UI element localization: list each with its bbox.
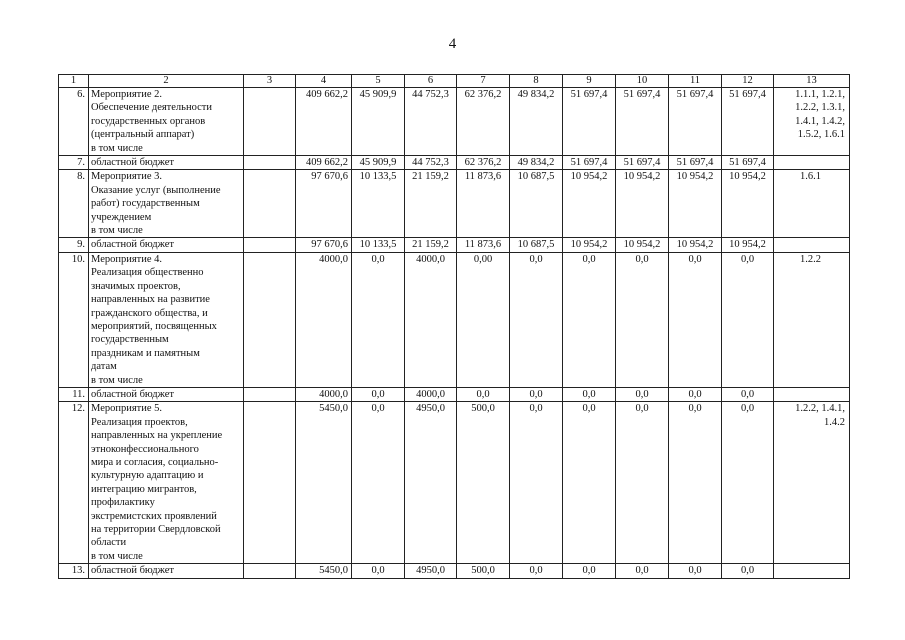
value-cell: 4000,0 — [405, 252, 457, 387]
column-3-cell — [244, 170, 296, 238]
table-row — [59, 170, 850, 238]
value-cell: 0,0 — [616, 387, 669, 401]
header-cell: 4 — [296, 75, 352, 88]
value-cell: 49 834,2 — [510, 88, 563, 156]
target-indicators — [774, 387, 850, 401]
value-cell: 49 834,2 — [510, 156, 563, 170]
value-cell: 5450,0 — [296, 402, 352, 564]
value-cell: 10 954,2 — [669, 170, 722, 238]
value-cell: 500,0 — [457, 402, 510, 564]
value-cell: 10 687,5 — [510, 238, 563, 252]
value-cell: 10 954,2 — [563, 170, 616, 238]
target-indicators — [774, 564, 850, 578]
header-cell: 11 — [669, 75, 722, 88]
row-number: 10. — [59, 252, 89, 387]
column-3-cell — [244, 564, 296, 578]
value-cell: 10 954,2 — [722, 170, 774, 238]
value-cell: 0,0 — [722, 387, 774, 401]
row-number: 9. — [59, 238, 89, 252]
column-3-cell — [244, 88, 296, 156]
value-cell: 51 697,4 — [669, 156, 722, 170]
value-cell: 0,0 — [510, 564, 563, 578]
value-cell: 0,0 — [563, 387, 616, 401]
value-cell: 500,0 — [457, 564, 510, 578]
value-cell: 10 954,2 — [616, 170, 669, 238]
table-row — [59, 387, 850, 401]
value-cell: 0,0 — [510, 402, 563, 564]
value-cell: 5450,0 — [296, 564, 352, 578]
row-number: 7. — [59, 156, 89, 170]
table-row — [59, 238, 850, 252]
value-cell: 97 670,6 — [296, 238, 352, 252]
value-cell: 0,0 — [563, 402, 616, 564]
value-cell: 21 159,2 — [405, 238, 457, 252]
value-cell: 51 697,4 — [616, 88, 669, 156]
column-3-cell — [244, 387, 296, 401]
row-name: Мероприятие 4. Реализация общественно значимых проектов, направленных на развитие гражданского общества, и мероприятий, посвященных государственным праздникам и памятным датам в том числе — [89, 252, 244, 387]
column-3-cell — [244, 156, 296, 170]
value-cell: 4950,0 — [405, 402, 457, 564]
value-cell: 0,0 — [669, 252, 722, 387]
table-row — [59, 156, 850, 170]
value-cell: 45 909,9 — [352, 156, 405, 170]
value-cell: 0,0 — [722, 564, 774, 578]
value-cell: 10 954,2 — [669, 238, 722, 252]
value-cell: 11 873,6 — [457, 170, 510, 238]
value-cell: 51 697,4 — [563, 88, 616, 156]
target-indicators — [774, 156, 850, 170]
budget-table — [58, 74, 850, 579]
header-cell: 1 — [59, 75, 89, 88]
value-cell: 51 697,4 — [722, 88, 774, 156]
value-cell: 0,0 — [352, 252, 405, 387]
value-cell: 10 954,2 — [616, 238, 669, 252]
value-cell: 0,0 — [510, 387, 563, 401]
header-cell: 7 — [457, 75, 510, 88]
row-number: 6. — [59, 88, 89, 156]
table-row — [59, 564, 850, 578]
row-name: Мероприятие 3. Оказание услуг (выполнение работ) государственным учреждением в том числе — [89, 170, 244, 238]
value-cell: 4000,0 — [296, 387, 352, 401]
value-cell: 0,0 — [457, 387, 510, 401]
value-cell: 0,0 — [510, 252, 563, 387]
header-cell: 9 — [563, 75, 616, 88]
value-cell: 45 909,9 — [352, 88, 405, 156]
value-cell: 0,0 — [352, 402, 405, 564]
value-cell: 10 687,5 — [510, 170, 563, 238]
header-cell: 12 — [722, 75, 774, 88]
header-cell: 8 — [510, 75, 563, 88]
value-cell: 0,0 — [352, 564, 405, 578]
row-name: Мероприятие 5. Реализация проектов, направленных на укрепление этноконфессионального мира и согласия, социально- культурную адаптацию и интеграцию мигрантов, профилактику экстремистских проявлений на территории Свердловской области в том числе — [89, 402, 244, 564]
value-cell: 0,0 — [563, 252, 616, 387]
value-cell: 409 662,2 — [296, 88, 352, 156]
row-name: областной бюджет — [89, 387, 244, 401]
row-name: областной бюджет — [89, 238, 244, 252]
row-name: областной бюджет — [89, 564, 244, 578]
value-cell: 44 752,3 — [405, 88, 457, 156]
value-cell: 0,00 — [457, 252, 510, 387]
row-number: 13. — [59, 564, 89, 578]
value-cell: 0,0 — [563, 564, 616, 578]
value-cell: 409 662,2 — [296, 156, 352, 170]
row-number: 11. — [59, 387, 89, 401]
target-indicators: 1.1.1, 1.2.1, 1.2.2, 1.3.1, 1.4.1, 1.4.2, 1.5.2, 1.6.1 — [774, 88, 850, 156]
value-cell: 62 376,2 — [457, 156, 510, 170]
target-indicators: 1.2.2 — [774, 252, 850, 387]
value-cell: 44 752,3 — [405, 156, 457, 170]
column-3-cell — [244, 238, 296, 252]
row-number: 12. — [59, 402, 89, 564]
header-cell: 2 — [89, 75, 244, 88]
value-cell: 0,0 — [669, 387, 722, 401]
value-cell: 4000,0 — [405, 387, 457, 401]
row-name: Мероприятие 2. Обеспечение деятельности государственных органов (центральный аппарат) в том числе — [89, 88, 244, 156]
value-cell: 0,0 — [616, 564, 669, 578]
value-cell: 0,0 — [352, 387, 405, 401]
value-cell: 0,0 — [722, 252, 774, 387]
header-cell: 6 — [405, 75, 457, 88]
header-cell: 10 — [616, 75, 669, 88]
value-cell: 0,0 — [669, 402, 722, 564]
value-cell: 97 670,6 — [296, 170, 352, 238]
value-cell: 62 376,2 — [457, 88, 510, 156]
row-number: 8. — [59, 170, 89, 238]
header-cell: 5 — [352, 75, 405, 88]
table-row — [59, 402, 850, 564]
value-cell: 0,0 — [669, 564, 722, 578]
target-indicators: 1.6.1 — [774, 170, 850, 238]
value-cell: 4000,0 — [296, 252, 352, 387]
value-cell: 51 697,4 — [616, 156, 669, 170]
value-cell: 0,0 — [616, 252, 669, 387]
value-cell: 11 873,6 — [457, 238, 510, 252]
row-name: областной бюджет — [89, 156, 244, 170]
value-cell: 4950,0 — [405, 564, 457, 578]
target-indicators: 1.2.2, 1.4.1, 1.4.2 — [774, 402, 850, 564]
header-cell: 13 — [774, 75, 850, 88]
table-row — [59, 88, 850, 156]
value-cell: 10 954,2 — [722, 238, 774, 252]
value-cell: 10 133,5 — [352, 170, 405, 238]
column-3-cell — [244, 402, 296, 564]
column-3-cell — [244, 252, 296, 387]
value-cell: 51 697,4 — [669, 88, 722, 156]
value-cell: 21 159,2 — [405, 170, 457, 238]
table-row — [59, 252, 850, 387]
value-cell: 10 954,2 — [563, 238, 616, 252]
value-cell: 10 133,5 — [352, 238, 405, 252]
value-cell: 51 697,4 — [722, 156, 774, 170]
page-number: 4 — [448, 36, 457, 52]
value-cell: 51 697,4 — [563, 156, 616, 170]
value-cell: 0,0 — [616, 402, 669, 564]
header-row — [59, 75, 850, 88]
value-cell: 0,0 — [722, 402, 774, 564]
header-cell: 3 — [244, 75, 296, 88]
target-indicators — [774, 238, 850, 252]
